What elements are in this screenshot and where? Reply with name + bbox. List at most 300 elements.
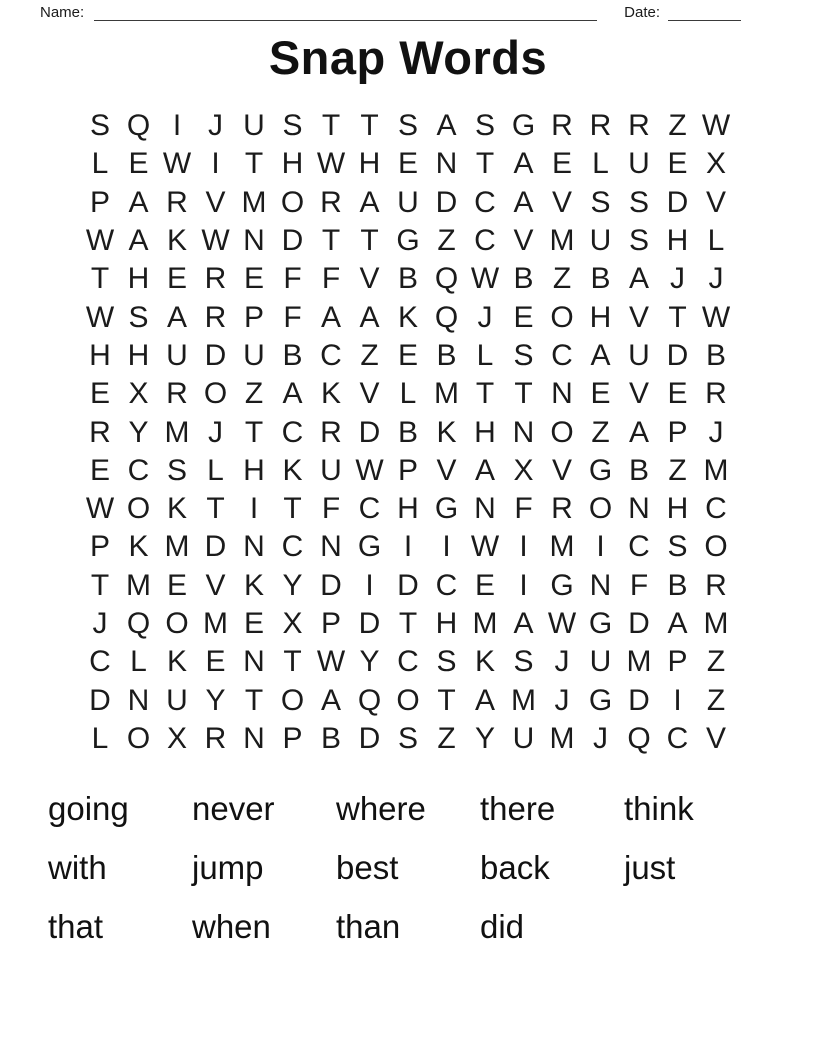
grid-cell: T	[244, 415, 264, 449]
grid-cell: B	[513, 262, 534, 296]
grid-cell: I	[249, 492, 259, 526]
grid-cell: X	[166, 721, 187, 755]
date-field-group	[624, 5, 741, 21]
grid-cell: B	[397, 415, 418, 449]
grid-cell: T	[360, 224, 379, 258]
grid-cell: C	[666, 721, 689, 755]
grid-cell: I	[211, 147, 220, 181]
grid-cell: E	[474, 568, 495, 602]
grid-cell: E	[397, 338, 418, 372]
grid-cell: L	[707, 224, 725, 258]
grid-cell: P	[282, 721, 303, 755]
grid-cell: K	[243, 568, 264, 602]
grid-cell: L	[476, 338, 494, 372]
grid-cell: V	[359, 377, 380, 411]
grid-cell: G	[588, 453, 613, 487]
grid-cell: R	[204, 262, 227, 296]
grid-cell: U	[589, 645, 612, 679]
word-list-item: best	[336, 848, 399, 886]
grid-cell: Y	[282, 568, 303, 602]
grid-cell: K	[166, 492, 187, 526]
grid-cell: K	[474, 645, 495, 679]
grid-cell: Z	[591, 415, 610, 449]
grid-cell: Z	[706, 645, 726, 679]
grid-cell: B	[590, 262, 611, 296]
grid-cell: A	[590, 338, 611, 372]
grid-cell: K	[128, 530, 149, 564]
grid-cell: A	[436, 109, 457, 143]
grid-cell: W	[470, 530, 500, 564]
grid-cell: V	[205, 185, 226, 219]
grid-cell: H	[435, 607, 458, 640]
grid-cell: E	[128, 147, 149, 181]
grid-cell: K	[320, 377, 341, 411]
grid-cell: T	[437, 683, 456, 717]
grid-cell: K	[397, 300, 418, 334]
grid-cell: J	[208, 109, 223, 143]
grid-cell: D	[397, 568, 419, 602]
grid-cell: O	[280, 683, 305, 717]
grid-cell: U	[320, 453, 342, 487]
word-list-item: back	[480, 848, 550, 886]
grid-cell: O	[550, 415, 574, 449]
grid-cell: H	[358, 147, 381, 181]
grid-cell: P	[667, 645, 688, 679]
grid-cell: I	[519, 530, 528, 564]
grid-cell: A	[667, 607, 688, 640]
grid-cell: O	[280, 185, 305, 219]
grid-cell: L	[91, 147, 109, 181]
word-list-item: there	[480, 789, 556, 827]
grid-cell: B	[705, 338, 726, 372]
grid-cell: N	[628, 492, 650, 526]
grid-cell: S	[128, 300, 149, 334]
grid-cell: P	[243, 300, 264, 334]
grid-cell: Z	[360, 338, 379, 372]
grid-cell: C	[705, 492, 727, 526]
grid-cell: Y	[205, 683, 226, 717]
grid-cell: N	[474, 492, 496, 526]
grid-cell: G	[588, 683, 613, 717]
grid-cell: J	[708, 415, 724, 449]
grid-cell: O	[126, 721, 151, 755]
grid-cell: N	[589, 568, 612, 602]
grid-cell: D	[358, 721, 381, 755]
grid-cell: N	[243, 645, 265, 679]
grid-cell: D	[281, 224, 304, 258]
grid-cell: A	[628, 262, 649, 296]
grid-cell: Q	[357, 683, 382, 717]
grid-cell: F	[321, 262, 341, 296]
grid-cell: X	[705, 147, 726, 181]
grid-cell: D	[320, 568, 342, 602]
grid-cell: A	[474, 453, 495, 487]
grid-cell: M	[703, 607, 729, 640]
grid-cell: D	[628, 683, 650, 717]
grid-cell: T	[90, 262, 110, 296]
grid-cell: K	[436, 415, 457, 449]
grid-cell: W	[470, 262, 500, 296]
grid-cell: W	[316, 645, 346, 679]
grid-cell: A	[128, 185, 149, 219]
grid-cell: A	[166, 300, 187, 334]
grid-cell: K	[166, 224, 187, 258]
word-list-item: when	[192, 907, 271, 945]
grid-cell: Z	[437, 224, 456, 258]
grid-cell: G	[434, 492, 459, 526]
grid-cell: H	[127, 262, 150, 296]
grid-cell: M	[434, 377, 459, 411]
grid-cell: T	[475, 147, 495, 181]
grid-cell: U	[397, 185, 419, 219]
grid-cell: R	[166, 377, 188, 411]
grid-cell: W	[701, 109, 731, 143]
grid-cell: J	[593, 721, 608, 755]
grid-cell: H	[589, 300, 612, 334]
grid-cell: C	[281, 530, 304, 564]
grid-cell: E	[513, 300, 534, 334]
grid-cell: S	[89, 109, 110, 143]
grid-cell: O	[550, 300, 574, 334]
grid-cell: P	[89, 530, 110, 564]
grid-cell: N	[243, 721, 265, 755]
grid-cell: I	[442, 530, 451, 564]
grid-cell: R	[705, 377, 727, 411]
page-title: Snap Words	[268, 31, 548, 84]
grid-cell: O	[165, 607, 189, 640]
grid-cell: M	[703, 453, 729, 487]
grid-cell: S	[590, 185, 611, 219]
grid-cell: W	[701, 300, 731, 334]
grid-cell: U	[243, 338, 265, 372]
grid-cell: A	[513, 185, 534, 219]
grid-cell: Z	[668, 109, 687, 143]
grid-cell: I	[519, 568, 528, 602]
grid-cell: H	[666, 492, 689, 526]
grid-cell: W	[201, 224, 230, 258]
grid-cell: R	[589, 109, 612, 143]
grid-cell: J	[708, 262, 724, 296]
grid-cell: S	[436, 645, 457, 679]
grid-cell: P	[89, 185, 110, 219]
grid-cell: C	[358, 492, 381, 526]
grid-cell: M	[511, 683, 536, 717]
grid-cell: A	[474, 683, 495, 717]
grid-cell: W	[85, 300, 115, 334]
grid-cell: Q	[126, 607, 151, 640]
grid-cell: W	[547, 607, 577, 640]
grid-cell: V	[205, 568, 226, 602]
grid-cell: M	[241, 185, 267, 219]
grid-cell: R	[204, 300, 227, 334]
grid-cell: R	[89, 415, 111, 449]
grid-cell: S	[282, 109, 303, 143]
grid-cell: A	[320, 683, 341, 717]
grid-cell: W	[355, 453, 384, 487]
grid-cell: H	[281, 147, 304, 181]
grid-cell: C	[397, 645, 419, 679]
grid-cell: M	[549, 530, 575, 564]
name-field-group	[40, 5, 624, 21]
grid-cell: U	[589, 224, 612, 258]
grid-cell: R	[628, 109, 650, 143]
grid-cell: R	[320, 185, 342, 219]
grid-cell: Y	[128, 415, 149, 449]
grid-cell: V	[551, 185, 572, 219]
word-list-item: did	[480, 907, 525, 945]
word-list-item: never	[192, 789, 275, 827]
grid-cell: O	[126, 492, 151, 526]
grid-cell: J	[554, 645, 570, 679]
word-list-item: than	[336, 907, 401, 945]
grid-cell: D	[358, 607, 381, 640]
grid-cell: S	[397, 721, 418, 755]
grid-cell: G	[396, 224, 420, 258]
grid-cell: R	[320, 415, 342, 449]
grid-cell: S	[166, 453, 187, 487]
grid-cell: G	[357, 530, 382, 564]
grid-cell: E	[551, 147, 572, 181]
grid-cell: A	[628, 415, 649, 449]
grid-cell: L	[399, 377, 417, 411]
grid-cell: D	[435, 185, 458, 219]
grid-cell: J	[208, 415, 223, 449]
grid-cell: O	[396, 683, 420, 717]
grid-cell: F	[514, 492, 533, 526]
grid-cell: D	[666, 338, 689, 372]
grid-cell: T	[206, 492, 225, 526]
grid-cell: N	[512, 415, 535, 449]
grid-cell: R	[166, 185, 188, 219]
grid-cell: T	[283, 492, 302, 526]
grid-cell: H	[397, 492, 419, 526]
grid-cell: C	[281, 415, 304, 449]
grid-cell: Y	[474, 721, 495, 755]
grid-cell: M	[164, 415, 190, 449]
grid-cell: T	[475, 377, 495, 411]
grid-cell: F	[283, 262, 302, 296]
grid-cell: T	[283, 645, 302, 679]
grid-cell: M	[626, 645, 652, 679]
grid-cell: P	[397, 453, 418, 487]
grid-cell: C	[628, 530, 650, 564]
grid-cell: X	[282, 607, 303, 640]
grid-cell: Q	[434, 262, 459, 296]
grid-cell: D	[204, 338, 227, 372]
word-list-item: just	[624, 848, 676, 886]
grid-cell: H	[474, 415, 496, 449]
grid-cell: A	[320, 300, 341, 334]
grid-cell: O	[704, 530, 728, 564]
grid-cell: X	[128, 377, 149, 411]
grid-cell: Q	[434, 300, 459, 334]
grid-cell: R	[551, 492, 573, 526]
grid-cell: M	[164, 530, 190, 564]
grid-cell: J	[477, 300, 493, 334]
grid-cell: S	[513, 338, 534, 372]
grid-cell: P	[667, 415, 688, 449]
grid-cell: I	[365, 568, 374, 602]
word-list-item: where	[336, 789, 426, 827]
grid-cell: A	[513, 147, 534, 181]
grid-cell: N	[127, 683, 150, 717]
grid-cell: N	[243, 224, 265, 258]
grid-cell: E	[166, 568, 187, 602]
grid-cell: I	[673, 683, 682, 717]
grid-cell: U	[628, 147, 650, 181]
grid-cell: L	[592, 147, 609, 181]
date-label: Date:	[624, 4, 660, 21]
grid-cell: E	[166, 262, 187, 296]
grid-cell: E	[667, 377, 688, 411]
grid-cell: T	[321, 109, 341, 143]
grid-cell: B	[667, 568, 688, 602]
grid-cell: C	[320, 338, 342, 372]
grid-cell: R	[551, 109, 573, 143]
grid-cell: V	[628, 300, 649, 334]
grid-cell: E	[590, 377, 611, 411]
grid-cell: L	[91, 721, 109, 755]
grid-cell: W	[85, 492, 115, 526]
word-list-item: with	[48, 848, 107, 886]
grid-cell: Z	[552, 262, 572, 296]
grid-cell: T	[244, 683, 264, 717]
grid-cell: B	[628, 453, 649, 487]
grid-cell: V	[628, 377, 649, 411]
grid-cell: O	[203, 377, 228, 411]
grid-cell: N	[435, 147, 458, 181]
grid-cell: W	[316, 147, 346, 181]
grid-cell: Z	[668, 453, 687, 487]
grid-cell: C	[127, 453, 150, 487]
grid-cell: D	[89, 683, 111, 717]
grid-cell: V	[705, 721, 726, 755]
grid-cell: I	[172, 109, 182, 143]
word-list-item: going	[48, 789, 129, 827]
grid-cell: G	[550, 568, 574, 602]
grid-cell: D	[666, 185, 689, 219]
grid-cell: U	[512, 721, 535, 755]
word-list	[48, 779, 816, 956]
grid-cell: D	[204, 530, 227, 564]
grid-cell: D	[358, 415, 381, 449]
grid-cell: A	[128, 224, 149, 258]
grid-cell: M	[203, 607, 228, 640]
word-list-item: jump	[192, 848, 264, 886]
grid-cell: E	[243, 607, 264, 640]
grid-cell: X	[513, 453, 534, 487]
grid-cell: U	[166, 338, 188, 372]
grid-cell: H	[127, 338, 150, 372]
grid-cell: Z	[244, 377, 264, 411]
grid-cell: Z	[437, 721, 456, 755]
grid-cell: E	[667, 147, 688, 181]
grid-cell: S	[474, 109, 495, 143]
grid-cell: E	[243, 262, 264, 296]
grid-cell: T	[398, 607, 418, 640]
grid-cell: C	[551, 338, 573, 372]
grid-cell: E	[397, 147, 418, 181]
grid-cell: K	[282, 453, 303, 487]
grid-cell: S	[628, 185, 649, 219]
grid-cell: D	[628, 607, 650, 640]
grid-cell: T	[360, 109, 379, 143]
grid-cell: V	[551, 453, 572, 487]
grid-cell: U	[628, 338, 650, 372]
grid-cell: J	[92, 607, 108, 640]
grid-cell: T	[514, 377, 533, 411]
grid-cell: T	[321, 224, 341, 258]
grid-cell: H	[89, 338, 111, 372]
grid-cell: R	[705, 568, 727, 602]
grid-cell: C	[89, 645, 111, 679]
grid-cell: T	[90, 568, 110, 602]
grid-cell: C	[474, 185, 496, 219]
grid-cell: T	[244, 147, 264, 181]
grid-cell: L	[130, 645, 147, 679]
grid-cell: V	[705, 185, 726, 219]
grid-cell: W	[85, 224, 115, 258]
name-blank-line	[94, 6, 597, 21]
grid-cell: S	[628, 224, 649, 258]
grid-cell: M	[549, 721, 575, 755]
grid-cell: A	[359, 185, 380, 219]
grid-cell: G	[588, 607, 613, 640]
grid-cell: V	[359, 262, 380, 296]
grid-cell: S	[667, 530, 688, 564]
grid-cell: E	[89, 377, 110, 411]
grid-cell: I	[596, 530, 605, 564]
date-blank-line	[668, 6, 741, 21]
grid-cell: I	[403, 530, 413, 564]
grid-cell: E	[89, 453, 110, 487]
grid-cell: K	[166, 645, 187, 679]
grid-cell: M	[472, 607, 498, 640]
grid-cell: A	[282, 377, 303, 411]
grid-cell: M	[126, 568, 151, 602]
grid-cell: N	[551, 377, 573, 411]
grid-cell: T	[668, 300, 687, 334]
grid-cell: Q	[126, 109, 151, 143]
grid-cell: V	[436, 453, 457, 487]
grid-cell: C	[474, 224, 496, 258]
grid-cell: Q	[627, 721, 651, 755]
grid-cell: W	[162, 147, 192, 181]
grid-cell: Y	[359, 645, 380, 679]
grid-cell: H	[243, 453, 265, 487]
grid-cell: N	[320, 530, 342, 564]
grid-cell: L	[207, 453, 224, 487]
grid-cell: B	[282, 338, 303, 372]
grid-cell: B	[397, 262, 418, 296]
grid-cell: B	[320, 721, 341, 755]
header	[0, 0, 816, 21]
grid-cell: M	[549, 224, 575, 258]
grid-cell: P	[320, 607, 341, 640]
grid-cell: E	[205, 645, 226, 679]
grid-cell: U	[243, 109, 265, 143]
grid-cell: F	[629, 568, 649, 602]
grid-cell: F	[283, 300, 302, 334]
grid-cell: F	[321, 492, 341, 526]
grid-cell: N	[243, 530, 265, 564]
grid-cell: B	[436, 338, 457, 372]
grid-cell: J	[670, 262, 685, 296]
grid-cell: J	[554, 683, 570, 717]
grid-cell: A	[359, 300, 380, 334]
grid-cell: G	[511, 109, 536, 143]
grid-cell: Z	[706, 683, 726, 717]
